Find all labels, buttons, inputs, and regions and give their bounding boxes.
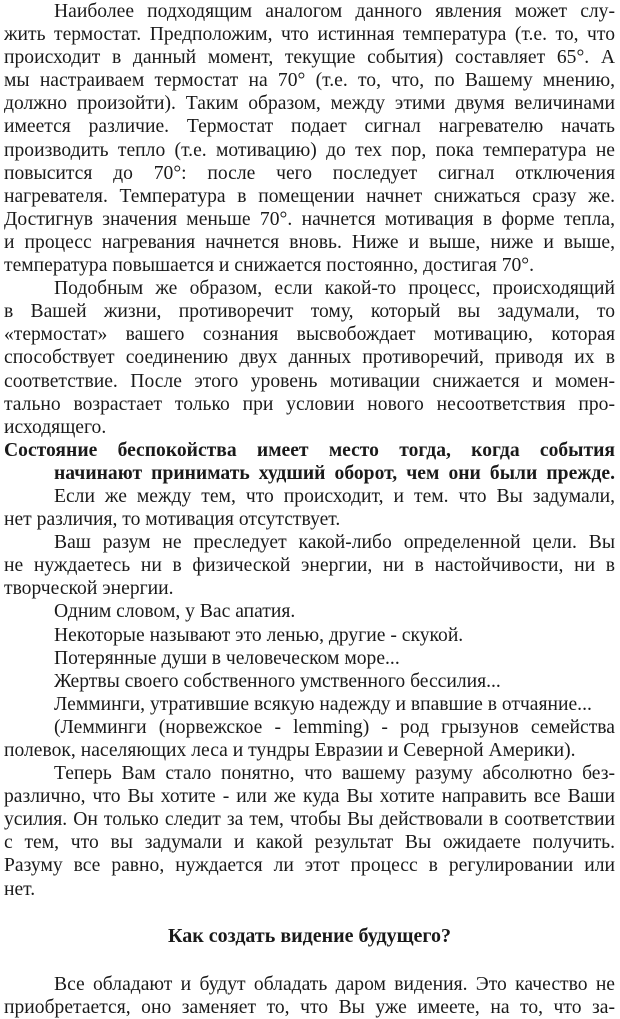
text-line: Если же между тем, что происходит, и тем. что Вы задумали,	[54, 485, 615, 507]
text-line: температура повышается и снижается постоянно, достигая 70°.	[4, 255, 535, 277]
text-line: жить термостат. Предположим, что истинная температура (т.е. то, что	[4, 24, 615, 46]
text-line: Состояние беспокойства имеет место тогда, когда события	[4, 439, 615, 461]
text-line: производить тепло (т.е. мотивацию) до тех пор, пока температура не	[4, 139, 615, 161]
text-line: нагревателя. Температура в помещении начнет снижаться сразу же.	[4, 185, 615, 207]
text-line: творческой энергии.	[4, 578, 174, 600]
text-line: усилия. Он только следит за тем, чтобы Вы действовали в соответствии	[4, 809, 615, 831]
text-line: способствует соединению двух данных противоречий, приводя их в	[4, 347, 615, 369]
text-line: происходит в данный момент, текущие события) составляет 65°. А	[4, 47, 615, 69]
text-line: Все обладают и будут обладать даром видения. Это качество не	[54, 973, 615, 995]
text-line: Ваш разум не преследует какой-либо определенной цели. Вы	[54, 532, 615, 554]
text-line: нет различия, то мотивация отсутствует.	[4, 509, 341, 531]
text-line: с тем, что вы задумали и какой результат Вы ожидаете получить.	[4, 832, 615, 854]
text-line: Теперь Вам стало понятно, что вашему разуму абсолютно без-	[54, 763, 615, 785]
text-line: тально возрастает только при условии нового несоответствия про-	[4, 393, 615, 415]
text-line: исходящего.	[4, 416, 107, 438]
text-line: повысится до 70°: после чего последует сигнал отключения	[4, 162, 615, 184]
text-line: имеется различие. Термостат подает сигнал нагревателю начать	[4, 116, 615, 138]
text-line: начинают принимать худший оборот, чем они были прежде.	[54, 462, 615, 484]
text-line: Достигнув значения меньше 70°. начнется мотивация в форме тепла,	[4, 208, 615, 230]
text-line: нет.	[4, 878, 36, 900]
text-line: соответствие. После этого уровень мотивации снижается и момен-	[4, 370, 615, 392]
section-heading: Как создать видение будущего?	[168, 924, 451, 947]
text-line: должно произойти). Таким образом, между этими двумя величинами	[4, 93, 615, 115]
text-line: мы настраиваем термостат на 70° (т.е. то, что, по Вашему мнению,	[4, 70, 615, 92]
text-line: Жертвы своего собственного умственного бессилия...	[54, 670, 501, 692]
text-line: Потерянные души в человеческом море...	[54, 647, 400, 669]
text-line: Подобным же образом, если какой-то процесс, происходящий	[54, 278, 615, 300]
body-text	[4, 0, 615, 901]
text-line: Лемминги, утратившие всякую надежду и впавшие в отчаяние...	[54, 693, 592, 715]
text-line: Наиболее подходящим аналогом данного явления может слу-	[54, 1, 615, 22]
text-line: «термостат» вашего сознания высвобождает мотивацию, которая	[4, 324, 615, 346]
text-line: в Вашей жизни, противоречит тому, который вы задумали, то	[4, 301, 615, 323]
text-line: Одним словом, у Вас апатия.	[54, 601, 296, 623]
text-line: (Лемминги (норвежское - lemming) - род грызунов семейства	[54, 716, 615, 738]
section-text	[4, 973, 615, 1019]
text-line: различно, что Вы хотите - или же куда Вы хотите направить все Ваши	[4, 786, 615, 808]
text-line: и процесс нагревания начнется вновь. Ниже и выше, ниже и выше,	[4, 231, 615, 253]
text-line: приобретается, оно заменяет то, что Вы уже имеете, на то, что за-	[4, 996, 615, 1018]
text-line: Некоторые называют это ленью, другие - скукой.	[54, 624, 464, 646]
text-line: не нуждаетесь ни в физической энергии, ни в настойчивости, ни в	[4, 555, 615, 577]
text-line: полевок, населяющих леса и тундры Евразии и Северной Америки).	[4, 740, 576, 761]
text-line: Разуму все равно, нуждается ли этот процесс в регулировании или	[4, 855, 615, 877]
